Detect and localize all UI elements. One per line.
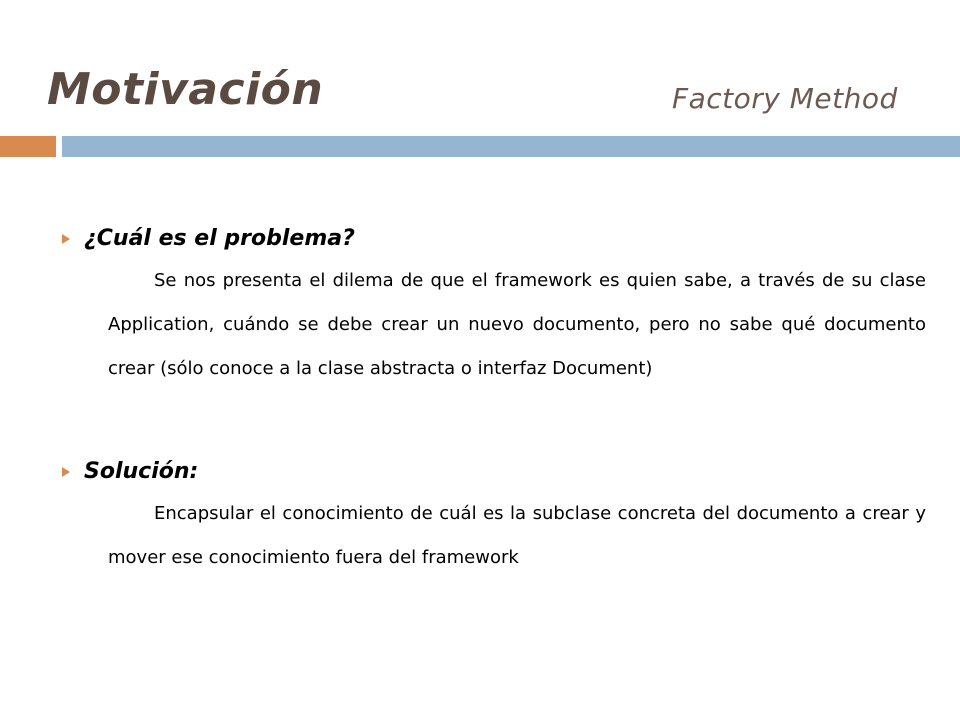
section-paragraph: Se nos presenta el dilema de que el framework es quien sabe, a través de su clase Application, cuándo se debe crear un nuevo documento, pero no sabe qué documento crear (sólo conoce a la clase abstracta o interfaz Document)	[108, 270, 926, 379]
heading-text: ¿Cuál es el problema?	[84, 226, 355, 251]
title-row	[47, 64, 927, 134]
heading-text: Solución:	[84, 459, 199, 484]
accent-bar	[0, 136, 56, 157]
section-solution	[60, 459, 926, 580]
arrow-bullet-icon	[62, 467, 70, 477]
slide-subtitle: Factory Method	[672, 82, 898, 115]
section-problem	[60, 226, 926, 391]
section-heading	[60, 459, 926, 484]
section-heading	[60, 226, 926, 251]
header-band	[62, 136, 960, 157]
slide-title: Motivación	[47, 64, 324, 115]
section-paragraph: Encapsular el conocimiento de cuál es la subclase concreta del documento a crear y mover ese conocimiento fuera del framework	[108, 503, 926, 568]
arrow-bullet-icon	[62, 234, 70, 244]
